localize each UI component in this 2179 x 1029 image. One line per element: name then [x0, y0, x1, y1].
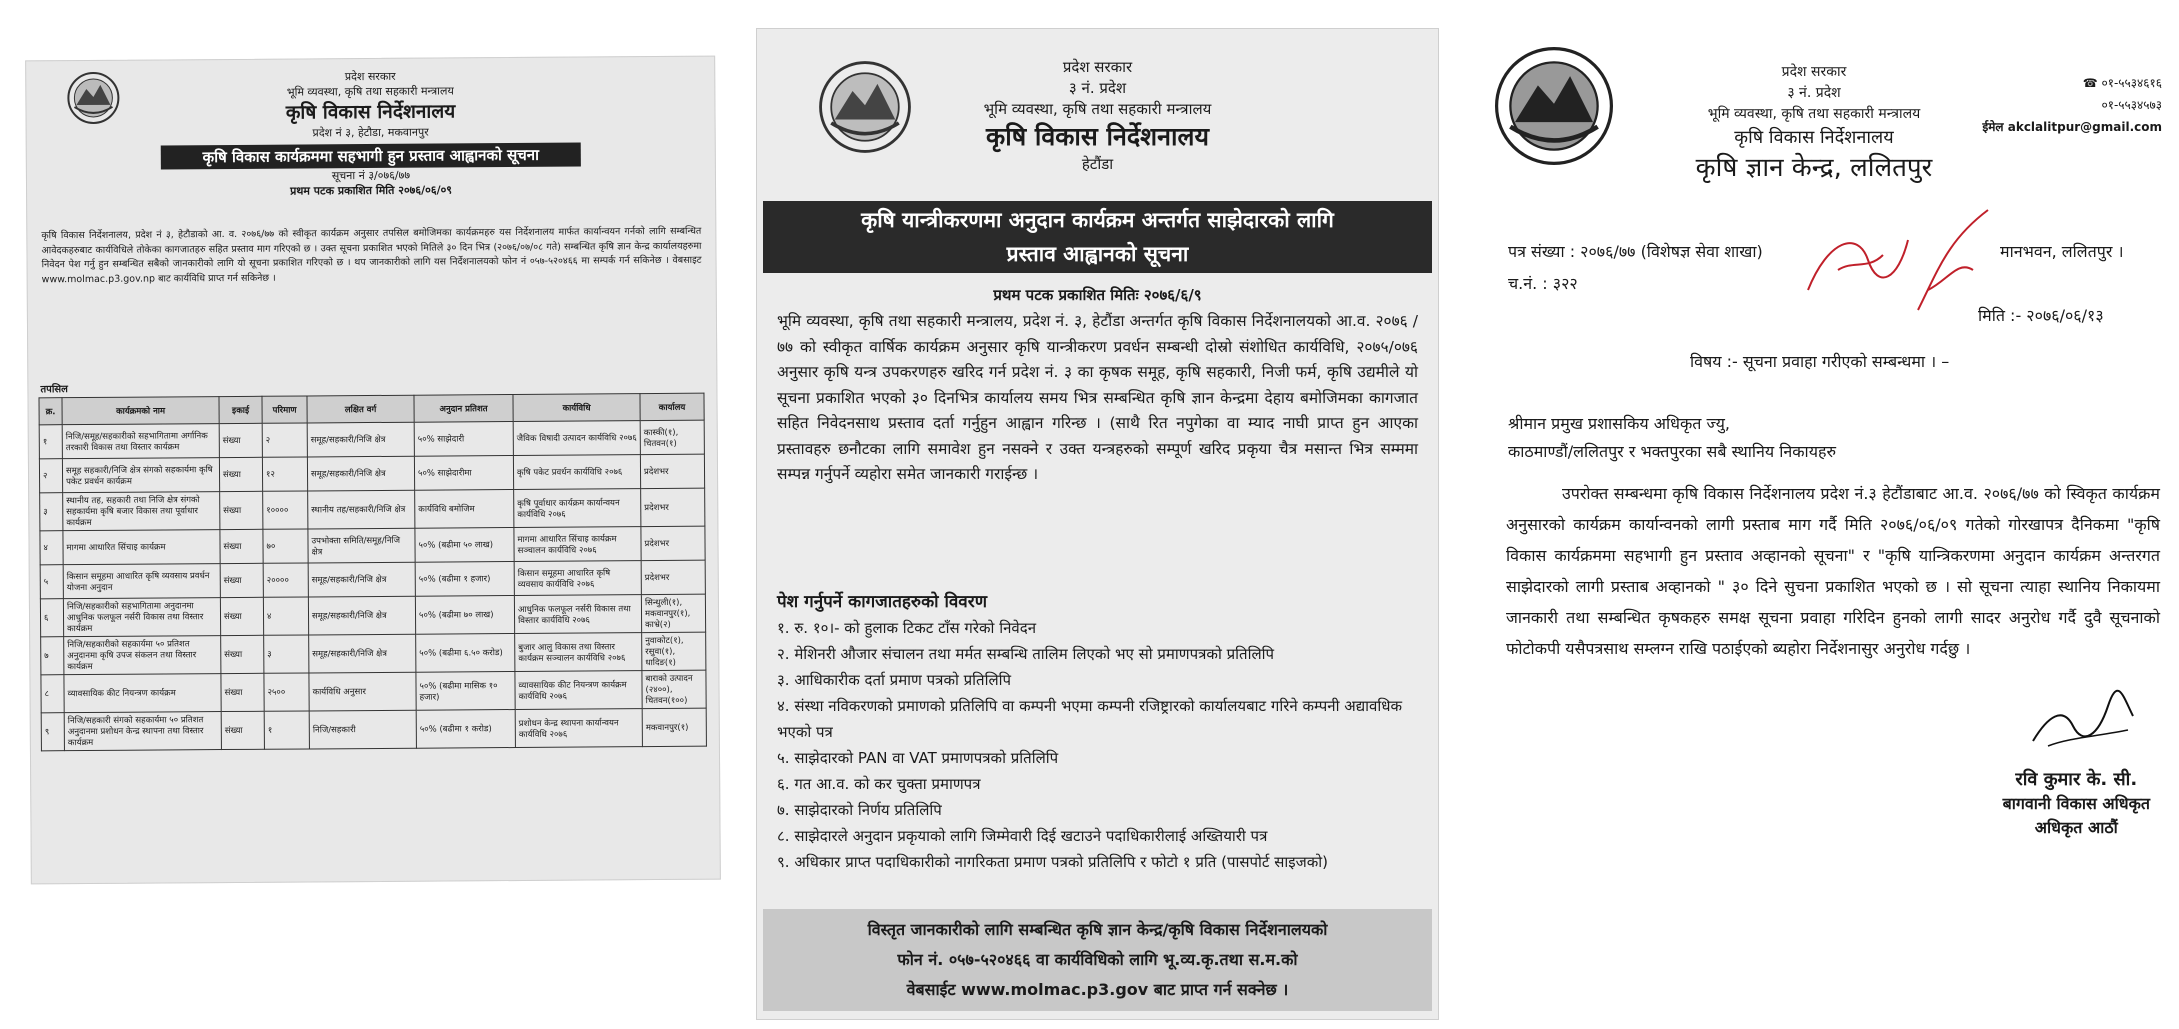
header-line-1: प्रदेश सरकार: [1781, 64, 1847, 80]
table-cell: उपभोक्ता समिति/समूह/निजि क्षेत्र: [308, 528, 415, 563]
table-cell: ७०: [263, 529, 308, 563]
table-cell: १००००: [263, 491, 308, 529]
signature-block: [2003, 768, 2150, 840]
table-cell: ५०% साझेदारीमा: [414, 456, 513, 491]
table-cell: मकवानपुर(१): [642, 708, 706, 746]
table-cell: संख्या: [219, 423, 262, 457]
table-cell: मागमा आधारित सिंचाइ कार्यक्रम: [63, 530, 220, 565]
table-label: तपसिल: [40, 384, 68, 396]
notice-paragraph-text: कृषि विकास निर्देशनालय, प्रदेश नं ३, हेटौडाको आ. व. २०७६/७७ को स्वीकृत कार्यक्रम अनुसार तपसिल बमोजिमका कार्यक्रमहरु यस निर्देशनालय मार्फत कार्यान्वयन गर्नको लागि सम्बन्धित आवेदकहरुबाट कार्यविधिले तोकेका कागजातहरु सहित प्रस्ताव माग गरिएको छ । उक्त सूचना प्रकाशित भएको मितिले ३० दिन भित्र (२०७६/०७/०८ गते) सम्बन्धित कृषि ज्ञान केन्द्र कार्यालयहरुमा निवेदन पेश गर्नु हुन सम्बन्धित सबैको जानकारीको लागि यो सूचना प्रकाशित गरिएको छ । थप जानकारीको लागि यस निर्देशनालयको फोन नं ०५७-५२०४६६ मा सम्पर्क गर्न सकिनेछ ।: [41, 225, 702, 271]
office-name: कृषि विकास निर्देशनालय: [986, 122, 1209, 151]
table-cell: समूह/सहकारी/निजि क्षेत्र: [308, 562, 415, 597]
table-cell: १: [264, 711, 309, 749]
table-cell: ९: [41, 713, 64, 751]
signatory-name: रवि कुमार के. सी.: [2015, 769, 2138, 790]
notice-paragraph: भूमि व्यवस्था, कृषि तथा सहकारी मन्त्रालय, प्रदेश नं. ३, हेटौंडा अन्तर्गत कृषि विकास निर्देशनालयको आ.व. २०७६ /७७ को स्वीकृत वार्षिक कार्यक्रम अनुसार कृषि यान्त्रीकरण प्रवर्धन सम्बन्धी दोस्रो संशोधित कार्यविधि, २०७५/०७६ अनुसार कृषि यन्त्र उपकरणहरु खरिद गर्न प्रदेश नं. ३ का कृषक समूह, कृषि सहकारी, निजी फर्म, कृषि उद्यमीले यो सूचना प्रकाशित भएको ३० दिनभित्र कार्यालय समय भित्र सम्बन्धित कृषि ज्ञान केन्द्रमा देहाय बमोजिमका कागजात सहित निवेदनसाथ प्रस्ताव दर्ता गर्नुहुन आह्वान गरिन्छ । (साथै रित नपुगेका वा म्याद नाघी प्राप्त हुन आएका प्रस्तावहरु छनौटका लागि समावेश हुन नसक्ने र उक्त यन्त्रहरुको सम्पूर्ण खरिद प्रकृया चैत्र मसान्त भित्र सम्ममा सम्पन्न गर्नुपर्ने व्यहोरा समेत जानकारी गराईन्छ ।: [777, 312, 1418, 483]
table-cell: समूह सहकारी/निजि क्षेत्र संगको सहकार्यमा कृषि पकेट प्रवर्धन कार्यक्रम: [62, 458, 219, 493]
notice-title-line-1: कृषि यान्त्रीकरणमा अनुदान कार्यक्रम अन्तर्गत साझेदारको लागि: [861, 208, 1334, 232]
table-cell: प्रदेशभर: [641, 488, 705, 526]
table-cell: ५०% (बढीमा ५० लाख): [415, 528, 514, 563]
notice-title: कृषि विकास कार्यक्रममा सहभागी हुन प्रस्ताव आह्वानको सूचना: [161, 143, 581, 170]
table-cell: प्रशोधन केन्द्र स्थापना कार्यान्वयन कार्यविधि २०७६: [515, 709, 642, 748]
notice-page-middle: [756, 28, 1439, 1020]
list-item: ७. साझेदारको निर्णय प्रतिलिपि: [777, 801, 942, 819]
table-row: [40, 526, 705, 565]
footer-line-1: विस्तृत जानकारीको लागि सम्बन्धित कृषि ज्ञान केन्द्र/कृषि विकास निर्देशनालयको: [867, 920, 1328, 939]
table-row: [41, 670, 706, 713]
col-header: परिमाण: [262, 396, 307, 423]
letter-body: उपरोक्त सम्बन्धमा कृषि विकास निर्देशनालय प्रदेश नं.३ हेटौंडाबाट आ.व. २०७६/७७ को स्विकृत कार्यक्रम अनुसारको कार्यक्रम कार्यान्वनको लागी प्रस्ताब माग गर्दै मिति २०७६/०६/०९ गतेको गोरखापत्र दैनिकमा "कृषि विकास कार्यक्रममा सहभागी हुन प्रस्ताव अव्हानको सूचना" र "कृषि यान्त्रिकरणमा अनुदान कार्यक्रम अन्तरगत साझेदारको लागी प्रस्ताब अव्हानको " ३० दिने सुचना प्रकाशित भएको छ । सो सूचना त्याहा स्थानिय निकायमा जानकारी तथा सम्बन्धित कृषकहरु समक्ष सूचना प्रवाहा गरिदिन हुनको लागी सादर अनुरोध गर्दै दुवै सूचनाको फोटोकपी यसैपत्रसाथ सम्लग्न राखि पठाईएको ब्यहोरा निर्देशनासुर अनुरोध गर्दछु ।: [1506, 484, 2160, 658]
program-table: [38, 393, 706, 752]
col-header: कार्यविधि: [513, 394, 640, 422]
table-cell: निजि/सहकारीको सहकार्यमा ५० प्रतिशत अनुदानमा कृषि उपज संकलन तथा विस्तार कार्यक्रम: [64, 636, 221, 675]
table-cell: ३: [40, 493, 63, 531]
table-cell: व्यावसायिक कीट नियन्त्रण कार्यक्रम: [64, 674, 221, 713]
phone-2: ०१-५५३४५७३: [2101, 98, 2162, 112]
table-cell: समूह/सहकारी/निजि क्षेत्र: [307, 422, 414, 457]
header-line-1: प्रदेश सरकार: [344, 69, 396, 84]
table-cell: संख्या: [220, 491, 263, 529]
table-cell: संख्या: [221, 673, 264, 711]
notice-page-left: [25, 56, 721, 885]
notice-title-line-2: प्रस्ताव आह्वानको सूचना: [1006, 242, 1189, 266]
table-cell: सिन्धुली(१), मकवानपुर(१), काभ्रे(२): [641, 594, 705, 632]
letter-date: मिति :- २०७६/०६/१३: [1978, 306, 2104, 325]
header-line-3: भूमि व्यवस्था, कृषि तथा सहकारी मन्त्रालय: [1707, 106, 1921, 122]
notice-number: सूचना नं ३/०७६/७७: [331, 168, 411, 183]
table-cell: बाराको उत्पादन (२४००), चितवन(१००): [642, 670, 706, 708]
table-cell: २: [262, 423, 307, 457]
col-header: अनुदान प्रतिशत: [414, 395, 513, 423]
signature-icon: [2028, 686, 2138, 756]
designation-1: बागवानी विकास अधिकृत: [2002, 794, 2150, 813]
table-cell: ५०% (बढीमा ७० लाख): [415, 596, 514, 635]
table-cell: २: [39, 459, 62, 493]
table-cell: निजि/सहकारीको सहभागितामा अनुदानमा आधुनिक फलफूल नर्सरी विकास तथा विस्तार कार्यक्रम: [63, 598, 220, 637]
table-cell: प्रदेशभर: [641, 526, 705, 560]
chalani-number: च.नं. : ३२२: [1508, 274, 1578, 293]
table-cell: निजि/सहकारी संगको सहकार्यमा ५० प्रतिशत अनुदानमा प्रशोधन केन्द्र स्थापना तथा विस्तार कार्यक्रम: [64, 712, 221, 751]
email: ईमेल akclalitpur@gmail.com: [1982, 120, 2162, 134]
table-cell: ५०% (बढीमा मासिक १० हजार): [416, 672, 515, 711]
table-cell: समूह/सहकारी/निजि क्षेत्र: [308, 596, 415, 635]
table-cell: जैविक विषादी उत्पादन कार्यविधि २०७६: [513, 421, 640, 456]
table-cell: ५०% (बढीमा ६.५० करोड): [416, 634, 515, 673]
col-header: इकाई: [219, 396, 262, 423]
list-item: ६. गत आ.व. को कर चुक्ता प्रमाणपत्र: [777, 775, 981, 793]
handwritten-annotation-icon: [1798, 200, 1998, 330]
place: मानभवन, ललितपुर ।: [2000, 242, 2124, 261]
notice-footer: [763, 909, 1432, 1011]
footer-line-2: फोन नं. ०५७-५२०४६६ वा कार्यविधिको लागि भू.व्य.कृ.तथा स.म.को: [897, 950, 1298, 969]
table-row: [40, 488, 705, 531]
table-cell: समूह/सहकारी/निजि क्षेत्र: [307, 456, 414, 491]
documents-heading: पेश गर्नुपर्ने कागजातहरुको विवरण: [777, 592, 988, 612]
col-header: कार्यालय: [640, 393, 704, 420]
letter-number: पत्र संख्या : २०७६/७७ (विशेषज्ञ सेवा शाखा): [1508, 242, 1763, 261]
table-cell: किसान समूहमा आधारित कृषि व्यवसाय प्रवर्धन योजना अनुदान: [63, 564, 220, 599]
published-date: प्रथम पटक प्रकाशित मिति २०७६/०६/०९: [290, 183, 453, 198]
office-name: कृषि विकास निर्देशनालय: [285, 100, 456, 124]
table-cell: मागमा आधारित सिंचाइ कार्यक्रम सञ्चालन कार्यविधि २०७६: [514, 527, 641, 562]
contact-block: [1982, 72, 2162, 138]
table-cell: व्यावसायिक कीट नियन्त्रण कार्यक्रम कार्यविधि २०७६: [515, 671, 642, 710]
table-row: [41, 708, 706, 751]
table-row: [40, 594, 705, 637]
table-row: [39, 420, 704, 459]
office-name: कृषि ज्ञान केन्द्र, ललितपुर: [1695, 153, 1933, 183]
table-cell: संख्या: [220, 563, 263, 597]
table-row: [41, 632, 706, 675]
table-cell: ५०% साझेदारी: [414, 422, 513, 457]
designation-2: अधिकृत आठौं: [2034, 818, 2118, 837]
table-cell: ५: [40, 565, 63, 599]
table-cell: स्थानीय तह, सहकारी तथा निजि क्षेत्र संगको सहकार्यमा कृषि बजार विकास तथा पूर्वाधार कार्यक्रम: [63, 492, 220, 531]
table-cell: कार्यविधि अनुसार: [309, 672, 416, 711]
header-line-2: ३ नं. प्रदेश: [1787, 85, 1841, 101]
list-item: ४. संस्था नविकरणको प्रमाणको प्रतिलिपि वा कम्पनी भएमा कम्पनी रजिष्ट्रारको कार्यालयबाट गरिने कम्पनी अद्यावधिक भएको पत्र: [777, 697, 1403, 741]
notice-paragraph: [41, 225, 701, 288]
notice-title: [763, 201, 1432, 273]
col-header: लक्षित वर्ग: [307, 395, 414, 423]
table-cell: संख्या: [220, 597, 263, 635]
table-row: [40, 560, 705, 599]
list-item: ९. अधिकार प्राप्त पदाधिकारीको नागरिकता प्रमाण पत्रको प्रतिलिपि र फोटो १ प्रति (पासपोर्ट साइजको): [777, 853, 1329, 871]
list-item: ३. आधिकारीक दर्ता प्रमाण पत्रको प्रतिलिपि: [777, 671, 1012, 689]
addressee-line-1: श्रीमान प्रमुख प्रशासकिय अधिकृत ज्यु,: [1508, 414, 1730, 433]
table-cell: नुवाकोट(१), रसुवा(१), धादिङ(१): [642, 632, 706, 670]
table-cell: कृषि पकेट प्रवर्धन कार्यविधि २०७६: [513, 455, 640, 490]
notice-website-text: वेबसाइट www.molmac.p3.gov.np बाट कार्यविधि प्राप्त गर्न सकिनेछ ।: [41, 254, 702, 285]
list-item: ८. साझेदारले अनुदान प्रकृयाको लागि जिम्मेवारी दिई खटाउने पदाधिकारीलाई अख्तियारी पत्र: [777, 827, 1268, 845]
table-cell: ३: [264, 635, 309, 673]
table-cell: ७: [41, 637, 64, 675]
table-cell: संख्या: [220, 529, 263, 563]
header-line-1: प्रदेश सरकार: [1062, 58, 1133, 76]
table-cell: बुजार आलु विकास तथा विस्तार कार्यक्रम सञ्चालन कार्यविधि २०७६: [515, 633, 642, 672]
documents-list: [777, 615, 1418, 875]
office-city: हेटौंडा: [1081, 155, 1114, 173]
table-cell: ६: [40, 599, 63, 637]
table-cell: ५०% (बढीमा १ हजार): [415, 562, 514, 597]
table-cell: २००००: [263, 563, 308, 597]
list-item: २. मेशिनरी औजार संचालन तथा मर्मत सम्बन्धि तालिम लिएको भए सो प्रमाणपत्रको प्रतिलिपि: [777, 645, 1275, 663]
list-item: ५. साझेदारको PAN वा VAT प्रमाणपत्रको प्रतिलिपि: [777, 749, 1059, 767]
col-header: क्र.: [39, 398, 62, 425]
table-cell: ८: [41, 675, 64, 713]
table-cell: कास्की(१), चितवन(१): [640, 420, 704, 454]
footer-line-3: वेबसाईट www.molmac.p3.gov बाट प्राप्त गर्न सक्नेछ ।: [906, 980, 1289, 999]
table-cell: समूह/सहकारी/निजि क्षेत्र: [309, 634, 416, 673]
table-cell: ४: [263, 597, 308, 635]
header-line-4: कृषि विकास निर्देशनालय: [1734, 127, 1894, 148]
letter-subject: विषय :- सूचना प्रवाहा गरीएको सम्बन्धमा । –: [1690, 352, 1950, 371]
table-cell: कृषि पूर्वाधार कार्यक्रम कार्यान्वयन कार्यविधि २०७६: [514, 489, 641, 528]
office-address: प्रदेश नं ३, हेटौडा, मकवानपुर: [312, 125, 429, 140]
table-row: [39, 454, 704, 493]
header-line-2: भूमि व्यवस्था, कृषि तथा सहकारी मन्त्रालय: [286, 84, 454, 99]
list-item: १. रु. १०।- को हुलाक टिकट टाँस गरेको निवेदन: [777, 619, 1037, 637]
table-cell: कार्यविधि बमोजिम: [415, 490, 514, 529]
published-date: प्रथम पटक प्रकाशित मितिः २०७६/६/९: [993, 286, 1202, 304]
letter-page-right: [1458, 14, 2170, 1014]
phone-1: ☎ ०१-५५३४६१६: [2082, 76, 2162, 90]
table-cell: १: [39, 425, 62, 459]
table-cell: प्रदेशभर: [641, 560, 705, 594]
table-cell: संख्या: [221, 635, 264, 673]
table-cell: निजि/समूह/सहकारीको सहभागितामा अर्गानिक तरकारी विकास तथा विस्तार कार्यक्रम: [62, 424, 219, 459]
header-line-3: भूमि व्यवस्था, कृषि तथा सहकारी मन्त्रालय: [983, 100, 1212, 118]
table-cell: आधुनिक फलफूल नर्सरी विकास तथा विस्तार कार्यविधि २०७६: [514, 595, 641, 634]
addressee-line-2: काठमाण्डौं/ललितपुर र भक्तपुरका सबै स्थानिय निकायहरु: [1508, 442, 1837, 461]
table-cell: १२: [262, 457, 307, 491]
table-cell: किसान समूहमा आधारित कृषि व्यवसाय कार्यविधि २०७६: [514, 561, 641, 596]
table-cell: २५००: [264, 673, 309, 711]
table-cell: निजि/सहकारी: [309, 710, 416, 749]
table-cell: संख्या: [221, 711, 264, 749]
table-cell: ४: [40, 531, 63, 565]
table-cell: स्थानीय तह/सहकारी/निजि क्षेत्र: [308, 490, 415, 529]
col-header: कार्यक्रमको नाम: [62, 397, 219, 425]
header-line-2: ३ नं. प्रदेश: [1068, 79, 1127, 97]
table-cell: संख्या: [219, 457, 262, 491]
table-cell: प्रदेशभर: [640, 454, 704, 488]
table-cell: ५०% (बढीमा १ करोड): [416, 710, 515, 749]
